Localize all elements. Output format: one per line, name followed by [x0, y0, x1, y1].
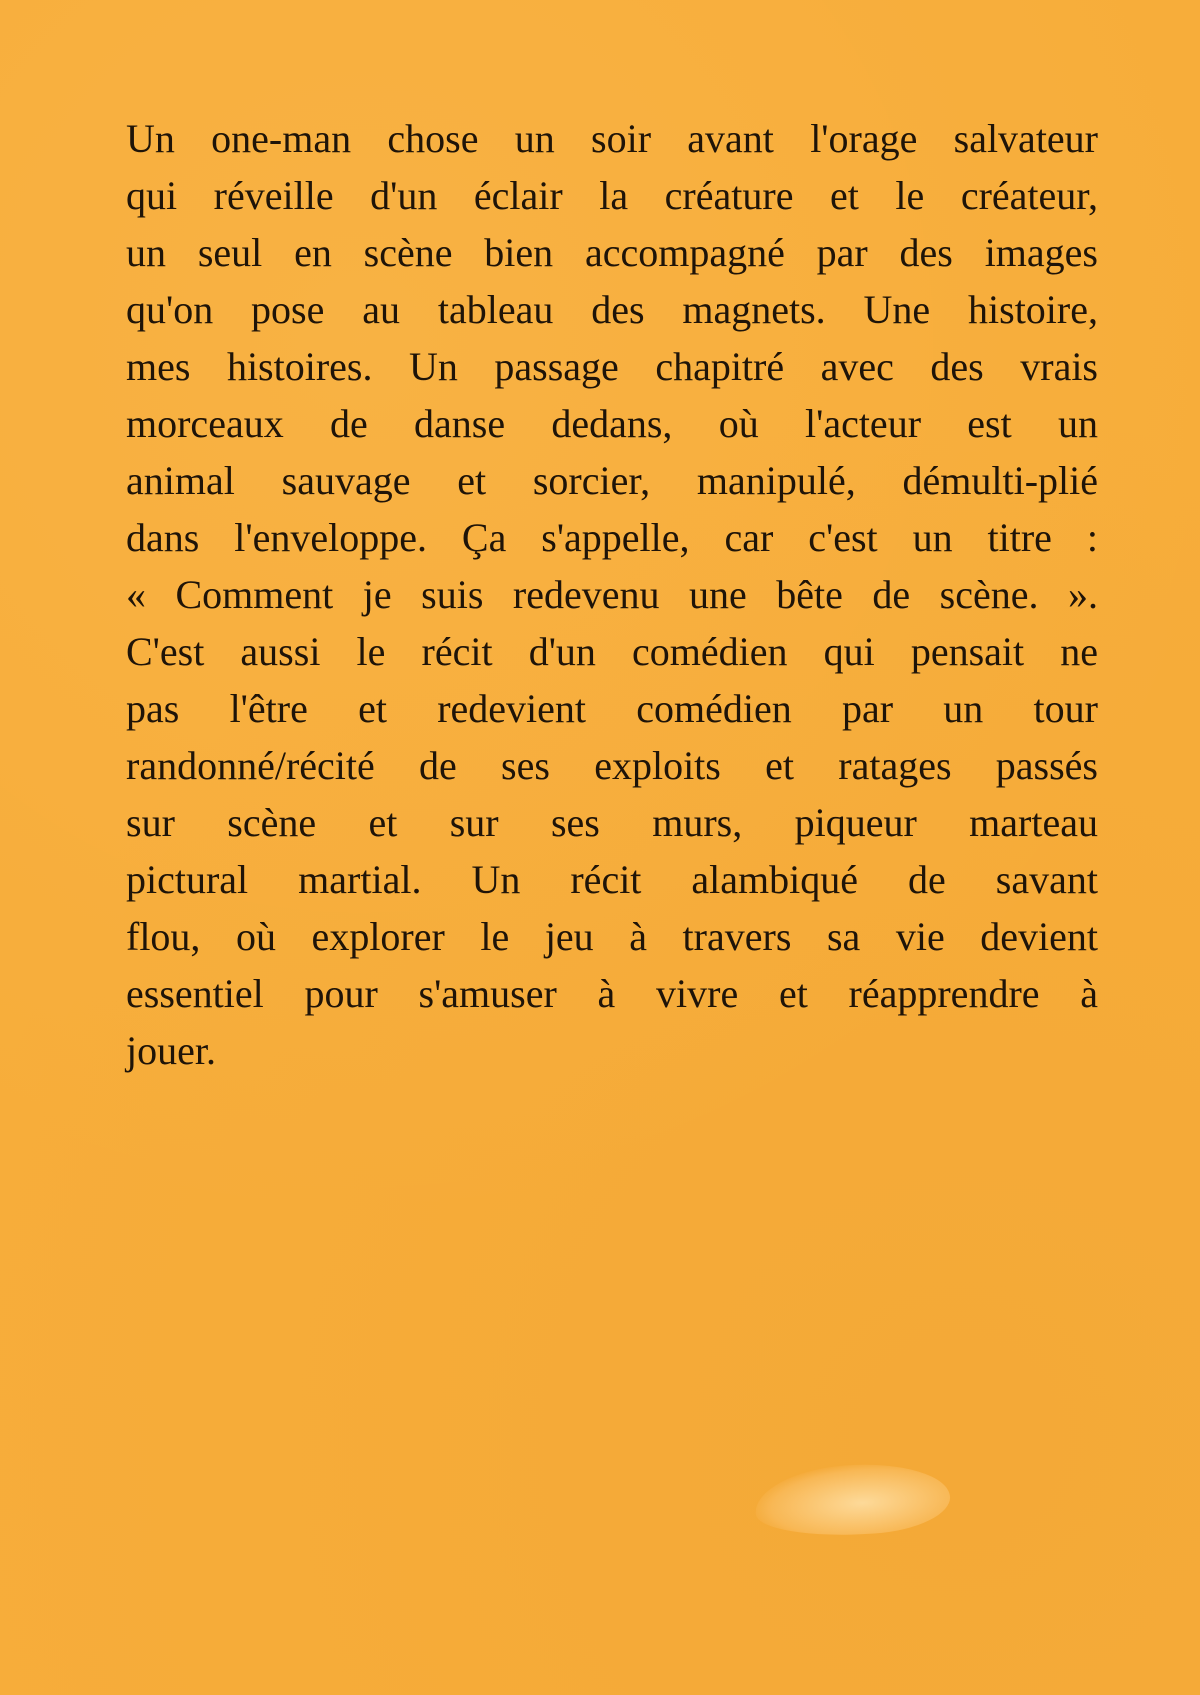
text-line: pictural martial. Un récit alambiqué de savant: [126, 857, 1098, 902]
text-line: sur scène et sur ses murs, piqueur marteau: [126, 800, 1098, 845]
text-line: qu'on pose au tableau des magnets. Une histoire,: [126, 287, 1098, 332]
text-line: animal sauvage et sorcier, manipulé, démulti-plié: [126, 458, 1098, 503]
text-line: morceaux de danse dedans, où l'acteur est un: [126, 401, 1098, 446]
text-line: C'est aussi le récit d'un comédien qui pensait ne: [126, 629, 1098, 674]
text-line: essentiel pour s'amuser à vivre et réapprendre à: [126, 971, 1098, 1016]
text-line: mes histoires. Un passage chapitré avec des vrais: [126, 344, 1098, 389]
text-line: « Comment je suis redevenu une bête de scène. ».: [126, 572, 1098, 617]
text-line: dans l'enveloppe. Ça s'appelle, car c'est un titre :: [126, 515, 1098, 560]
text-line: un seul en scène bien accompagné par des images: [126, 230, 1098, 275]
blurb-paragraph: [126, 110, 1098, 1079]
text-line: pas l'être et redevient comédien par un tour: [126, 686, 1098, 731]
paper-wear-mark: [753, 1458, 952, 1541]
text-line: Un one-man chose un soir avant l'orage salvateur: [126, 116, 1098, 161]
text-line: qui réveille d'un éclair la créature et le créateur,: [126, 173, 1098, 218]
text-line: flou, où explorer le jeu à travers sa vie devient: [126, 914, 1098, 959]
text-line: randonné/récité de ses exploits et ratages passés: [126, 743, 1098, 788]
text-line-last: jouer.: [126, 1028, 216, 1073]
